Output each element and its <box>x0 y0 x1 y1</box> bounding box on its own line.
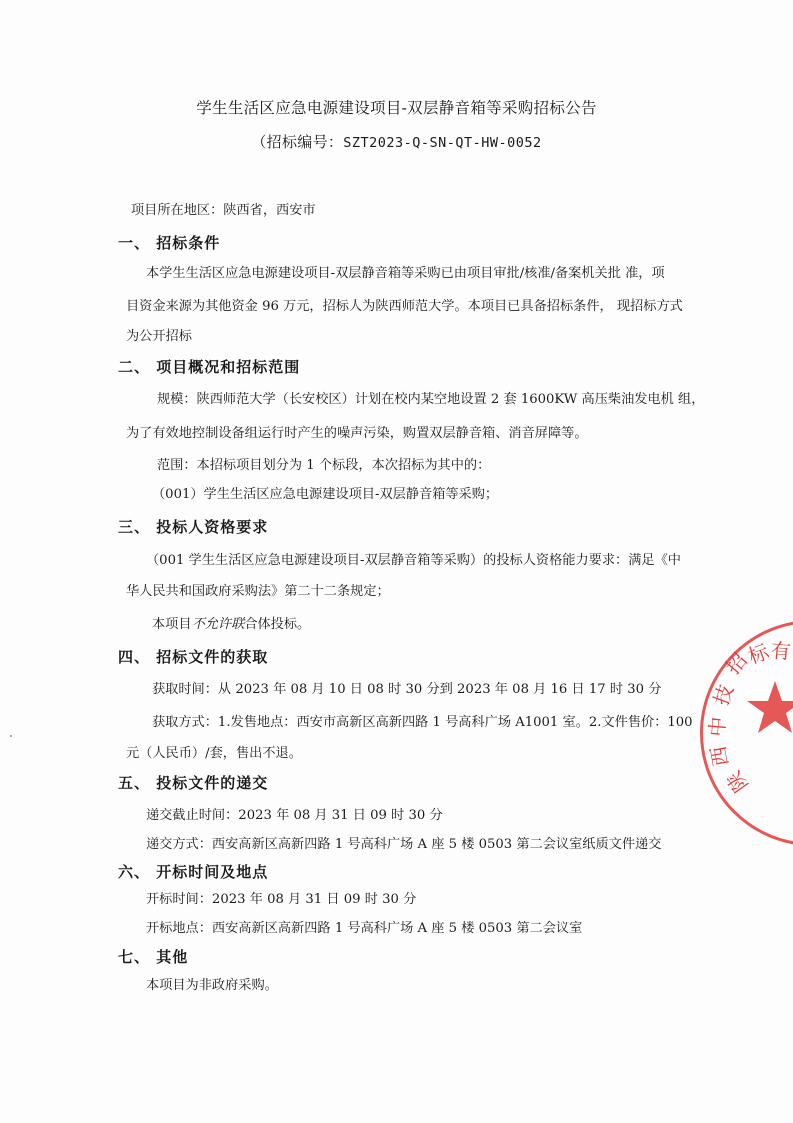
section-heading-5: 五、 投标文件的递交 <box>118 774 269 792</box>
s1-paragraph-line1: 本学生生活区应急电源建设项目-双层静音箱等采购已由项目审批/核准/备案机关批 准，项 <box>146 266 665 281</box>
tender-code: SZT2023-Q-SN-QT-HW-0052 <box>343 135 542 151</box>
subtitle-prefix: （招标编号： <box>251 133 344 151</box>
s1-paragraph-line2: 目资金来源为其他资金 96 万元，招标人为陕西师范大学。本项目已具备招标条件， 现招标方式 <box>126 299 683 314</box>
s2-lot: （001）学生生活区应急电源建设项目-双层静音箱等采购； <box>152 487 499 502</box>
section-heading-3: 三、 投标人资格要求 <box>118 518 269 536</box>
seal-char-1: 招 <box>720 648 752 679</box>
s3-qualification-line1: （001 学生生活区应急电源建设项目-双层静音箱等采购）的投标人资格能力要求：满足《中 <box>146 553 681 568</box>
seal-char-3: 有 <box>769 638 792 664</box>
seal-char-4: 技 <box>708 681 739 709</box>
s1-paragraph-line3: 为公开招标 <box>126 329 192 344</box>
s5-method: 递交方式：西安高新区高新四路 1 号高科广场 A 座 5 楼 0503 第二会议室纸质文件递交 <box>146 837 662 852</box>
s4-method-line2: 元（人民币）/套，售出不退。 <box>126 746 302 761</box>
seal-char-2: 标 <box>745 639 773 669</box>
section-heading-1: 一、 招标条件 <box>118 234 221 252</box>
document-title: 学生生活区应急电源建设项目-双层静音箱等采购招标公告 <box>196 99 597 117</box>
s2-scale-line2: 为了有效地控制设备组运行时产生的噪声污染，购置双层静音箱、消音屏障等。 <box>126 426 588 441</box>
s5-deadline: 递交截止时间：2023 年 08 月 31 日 09 时 30 分 <box>146 808 443 823</box>
s4-method-line1: 获取方式：1.发售地点：西安市高新区高新四路 1 号高科广场 A1001 室。2.文件售价：100 <box>152 715 693 730</box>
s2-scale-line1: 规模：陕西师范大学（长安校区）计划在校内某空地设置 2 套 1600KW 高压柴油发电机 组， <box>157 392 705 407</box>
section-heading-7: 七、 其他 <box>118 948 189 966</box>
s6-time: 开标时间：2023 年 08 月 31 日 09 时 30 分 <box>146 892 417 907</box>
s6-place: 开标地点：西安高新区高新四路 1 号高科广场 A 座 5 楼 0503 第二会议室 <box>146 921 583 936</box>
s7-note: 本项目为非政府采购。 <box>146 978 278 993</box>
consortium-prefix: 本项目 <box>152 617 192 632</box>
s3-qualification-line2: 华人民共和国政府采购法》第二十二条规定； <box>126 584 390 599</box>
consortium-italic: 不允许联 <box>191 617 245 632</box>
seal-char-6: 西 <box>705 744 734 769</box>
seal-char-7: 陕 <box>721 766 753 797</box>
s3-consortium-note <box>152 615 310 635</box>
scan-artifact <box>10 735 12 737</box>
section-heading-4: 四、 招标文件的获取 <box>118 648 269 666</box>
consortium-suffix: 合体投标。 <box>244 617 311 632</box>
s2-scope: 范围：本招标项目划分为 1 个标段，本次招标为其中的： <box>157 458 491 473</box>
document-subtitle <box>0 131 793 152</box>
s4-time: 获取时间：从 2023 年 08 月 10 日 08 时 30 分到 2023 年 08 月 16 日 17 时 30 分 <box>152 682 662 697</box>
project-location: 项目所在地区：陕西省，西安市 <box>131 203 316 218</box>
seal-char-5: 中 <box>704 715 731 738</box>
section-heading-2: 二、 项目概况和招标范围 <box>118 358 301 376</box>
section-heading-6: 六、 开标时间及地点 <box>118 863 269 881</box>
